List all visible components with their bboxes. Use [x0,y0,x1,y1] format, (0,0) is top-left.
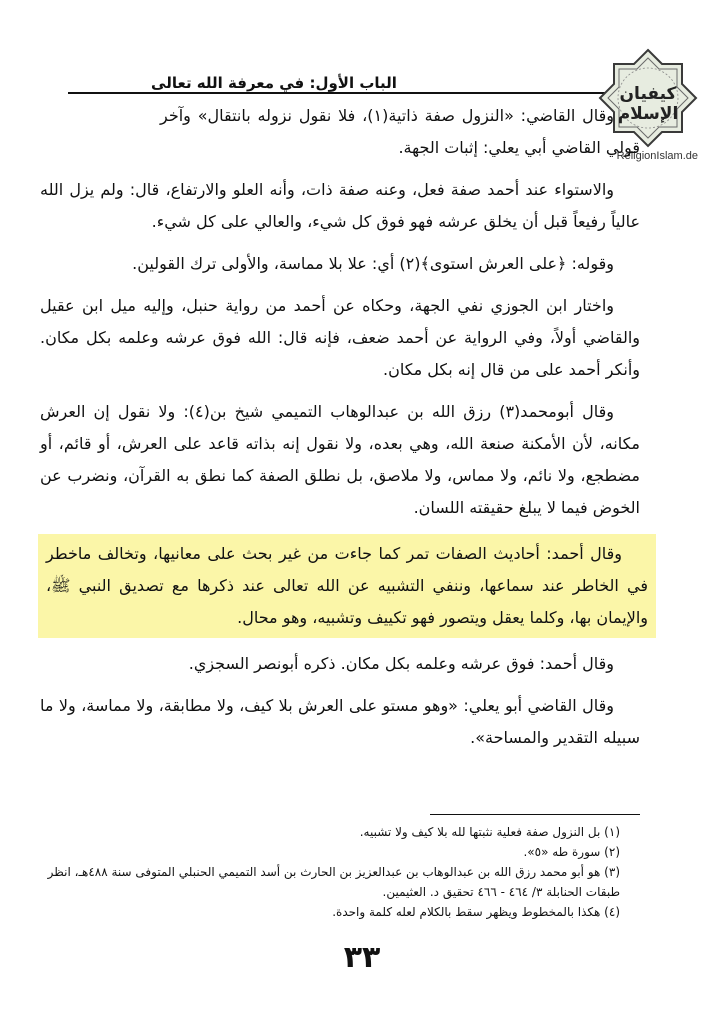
paragraph-text: وقال أحمد: فوق عرشه وعلمه بكل مكان. ذكره أبونصر السجزي. [188,654,614,673]
paragraph [40,396,640,524]
paragraph [160,100,640,164]
paragraph-text: وقال أحمد: أحاديث الصفات تمر كما جاءت من غير بحث على معانيها، وتخالف ماخطر في الخاطر عند سماعها، وننفي التشبيه عن الله تعالى عند ذكرها مع تصديق النبي ﷺ، والإيمان بها، وكلما يعقل ويتصور فهو تكييف وتشبيه، وهو محال. [46,544,648,627]
paragraph-text: والاستواء عند أحمد صفة فعل، وعنه صفة ذات، وأنه العلو والارتفاع، قال: ولم يزل الله عالياً رفيعاً قبل أن يخلق عرشه فهو فوق كل شيء، والعالي على كل شيء. [40,180,640,231]
footnote: (٢) سورة طه «٥». [523,845,620,859]
paragraph-text: واختار ابن الجوزي نفي الجهة، وحكاه عن أحمد من رواية حنبل، وإليه ميل ابن عقيل والقاضي أولاً، وفي الرواية عن أحمد ضعف، فإنه قال: الله فوق عرشه وعلمه بكل مكان. وأنكر أحمد على من قال إنه بكل مكان. [40,296,640,379]
paragraph-text: وقوله: ﴿على العرش استوى﴾(٢) أي: علا بلا مماسة، والأولى ترك القولين. [132,254,614,273]
footnote: (٣) هو أبو محمد رزق الله بن عبدالوهاب بن عبدالعزيز بن الحارث بن أسد التميمي الحنبلي المتوفى سنة ٤٨٨هـ، انظر طبقات الحنابلة ٣/ ٤٦٤ - ٤٦٦ تحقيق د. العثيمين. [47,865,620,899]
highlighted-paragraph [38,534,656,638]
paragraph [40,290,640,386]
footnote: (٤) هكذا بالمخطوط ويظهر سقط بالكلام لعله كلمة واحدة. [332,905,620,919]
page-body [40,100,648,764]
footnotes [40,822,620,922]
paragraph [40,690,640,754]
watermark-url: ReligionIslam.de [616,150,698,162]
logo-text: كيفيان الإسلام [617,84,679,124]
paragraph-text: وقال القاضي أبو يعلي: «وهو مستو على العرش بلا كيف، ولا مطابقة، ولا مماسة، ولا ما سبيله التقدير والمساحة». [40,696,640,747]
paragraph-text: وقال القاضي: «النزول صفة ذاتية(١)، فلا نقول نزوله بانتقال» وآخر قولي القاضي أبي يعلي: إثبات الجهة. [160,106,640,157]
paragraph [40,174,640,238]
page-number: ٣٣ [343,940,381,975]
footnote: (١) بل النزول صفة فعلية نثبتها لله بلا كيف ولا تشبيه. [359,825,620,839]
footnote-divider [430,814,640,815]
paragraph-text: وقال أبومحمد(٣) رزق الله بن عبدالوهاب التميمي شيخ بن(٤): ولا نقول إن العرش مكانه، لأن الأمكنة صنعة الله، وهي بعده، ولا نقول إنه بذاته قاعد على العرش، أو قائم، أو مضطجع، ولا نائم، ولا مماس، ولا ملاصق، بل نطلق الصفة كما نطق به القرآن، ونضرب عن الخوض فيما لا يبلغ حقيقته اللسان. [40,402,640,517]
paragraph [40,248,640,280]
paragraph [40,648,640,680]
header-divider [68,92,680,94]
chapter-title: الباب الأول: في معرفة الله تعالى [151,74,397,92]
